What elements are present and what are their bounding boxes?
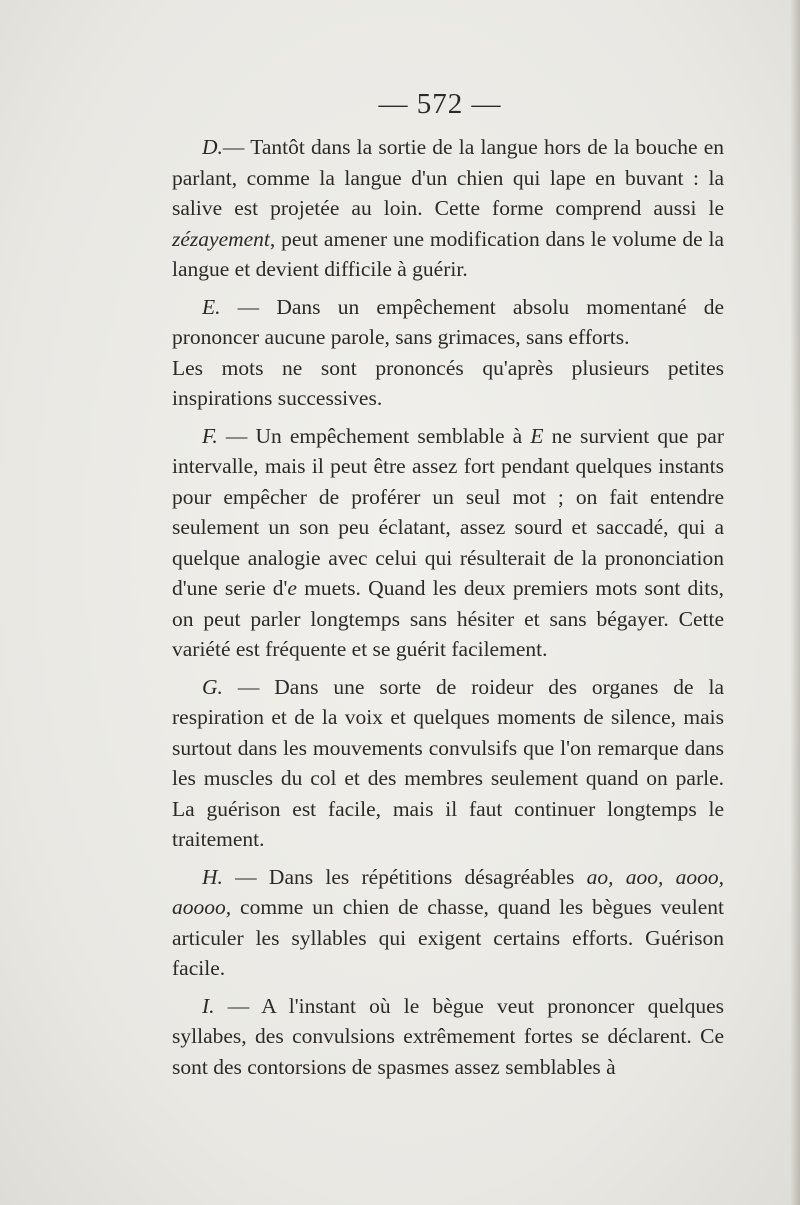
paragraph-text: , peut amener une modification dans le volume de la langue et devient difficile à guérir. — [172, 226, 724, 281]
paragraph-g — [172, 672, 724, 855]
paragraph-label: F. — [202, 423, 218, 448]
paragraph-text: — Dans une sorte de roideur des organes de la respiration et de la voix et quelques moments de silence, mais surtout dans les mouvements convulsifs que l'on remarque dans les muscles du col et des membres seulement quand on parle. La guérison est facile, mais il faut continuer longtemps le traitement. — [172, 674, 724, 851]
paragraph-e-continued — [172, 353, 724, 414]
paragraph-text: — Dans les répétitions désagréables — [222, 864, 587, 889]
paragraph-text: — Dans un empêchement absolu momentané de prononcer aucune parole, sans grimaces, sans efforts. — [172, 294, 724, 349]
page-number: — 572 — — [378, 88, 502, 120]
paragraph-label: G. — [202, 674, 223, 699]
paragraph-text: ne survient que par intervalle, mais il peut être assez fort pendant quelques instants pour empêcher de proférer un seul mot ; on fait entendre seulement un son peu éclatant, assez sourd et saccadé, qui a quelque analogie avec celui qui résulterait de la prononciation d'une serie d' — [172, 423, 724, 600]
emphasis-text: zézayement — [172, 226, 270, 251]
emphasis-text: E — [530, 423, 544, 448]
paragraph-h — [172, 862, 724, 984]
paragraph-text: muets. Quand les deux premiers mots sont dits, on peut parler longtemps sans hésiter et sans bégayer. Cette variété est fréquente et se guérit facilement. — [172, 576, 724, 661]
paragraph-d — [172, 132, 724, 285]
paragraph-label: E. — [202, 294, 221, 319]
paragraph-text: comme un chien de chasse, quand les bègues veulent articuler les syllables qui exigent certains efforts. Guérison facile. — [172, 895, 724, 980]
paragraph-label: H. — [202, 864, 223, 889]
paragraph-i — [172, 991, 724, 1083]
paragraph-text: Les mots ne sont prononcés qu'après plusieurs petites inspirations successives. — [172, 355, 724, 410]
paragraph-f — [172, 421, 724, 665]
paragraph-e — [172, 292, 724, 353]
emphasis-text: e — [287, 576, 297, 600]
emphasis-text: ao, aoo, aooo, aoooo, — [172, 864, 724, 919]
paragraph-text: — A l'instant où le bègue veut prononcer quelques syllabes, des convulsions extrêmement fortes se déclarent. Ce sont des contorsions de spasmes assez semblables à — [172, 993, 724, 1079]
paragraph-text: — Tantôt dans la sortie de la langue hors de la bouche en parlant, comme la langue d'un chien qui lape en buvant : la salive est projetée au loin. Cette forme comprend aussi le — [172, 135, 724, 220]
paragraph-label: I. — [202, 993, 215, 1018]
paragraph-label: D. — [202, 135, 223, 159]
paragraph-text: — Un empêchement semblable à — [217, 423, 531, 448]
page-body — [172, 132, 724, 1089]
page-edge-shadow — [790, 0, 800, 1205]
